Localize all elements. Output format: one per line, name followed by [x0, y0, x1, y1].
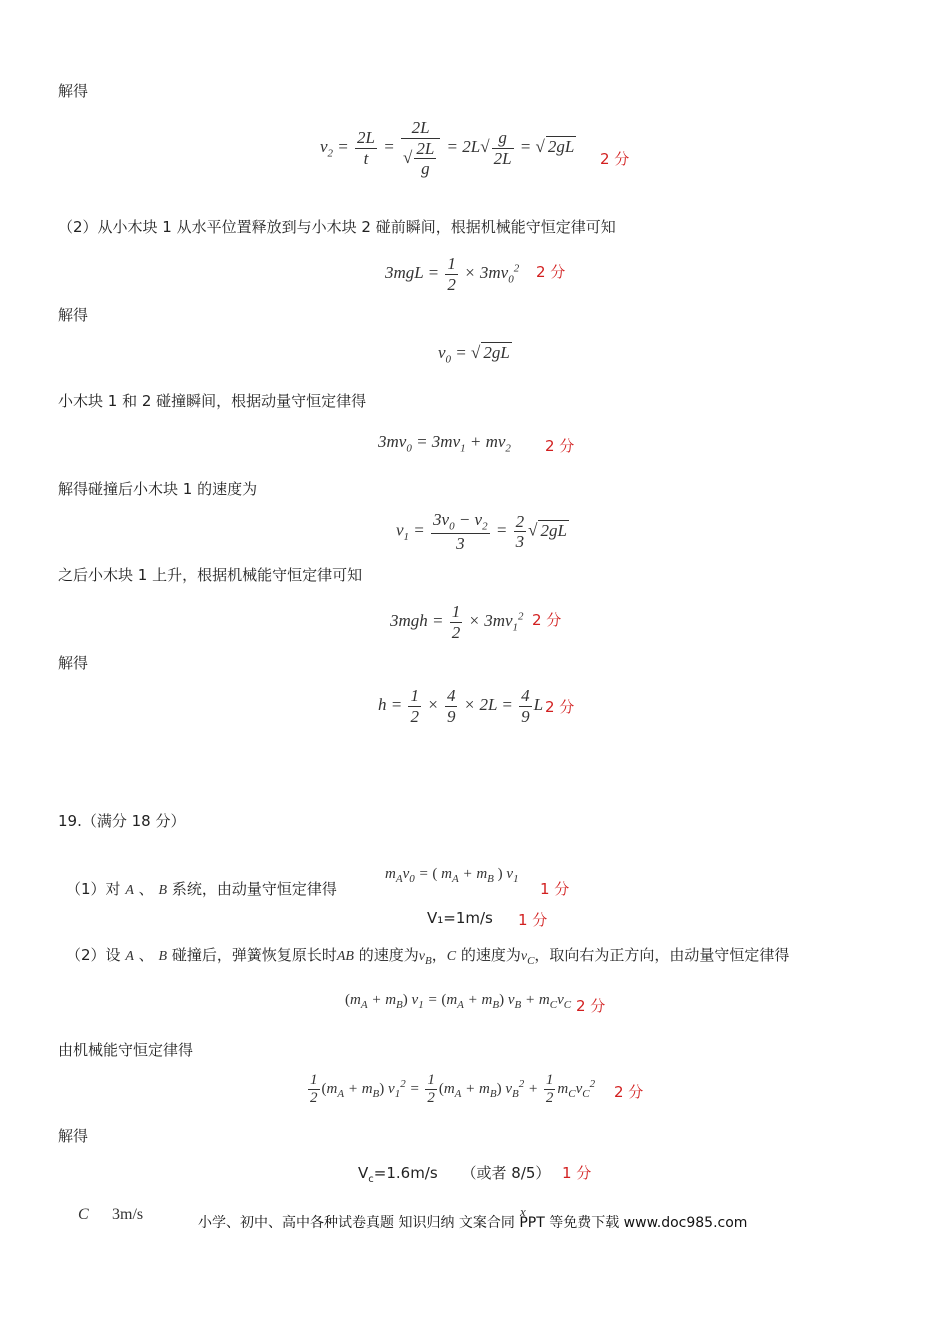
equation-h: h = $\frac{1}{2}$ × $\frac{4}{9}$ × 2L = $\frac{4}{9}$ L	[378, 686, 544, 726]
question-heading: 19.（满分 18 分）	[58, 812, 186, 830]
symbol-vB: $v_B$	[418, 949, 432, 967]
text-after: 之后小木块 1 上升，根据机械能守恒定律可知	[58, 566, 363, 584]
speed-bottom: 3m/s	[112, 1206, 144, 1223]
part2-text-2: 碰撞后，弹簧恢复原长时	[171, 946, 337, 964]
equation-momentum-2: $m_Av_0$ = ( $m_A + m_B$ ) $v_1$	[385, 866, 519, 885]
symbol-vC: $v_C$	[520, 949, 535, 967]
equation-momentum-3: $(m_A + m_B) v_1 = (m_A + m_B) v_B + m_Cv_C$	[345, 992, 572, 1011]
text-jiede-v1: 解得碰撞后小木块 1 的速度为	[58, 480, 258, 498]
text-jiede-3: 解得	[58, 654, 89, 672]
symbol-AB: AB	[336, 949, 354, 964]
text-q2-intro: （2）从小木块 1 从水平位置释放到与小木块 2 碰前瞬间，根据机械能守恒定律可知	[58, 218, 616, 236]
equation-momentum-1: $3mv_0 = 3mv_1 + mv_2$	[378, 432, 511, 455]
symbol-B: B	[158, 883, 168, 898]
score-badge: 2 分	[614, 1083, 644, 1101]
symbol-A: A	[125, 883, 134, 898]
separator: 、	[138, 946, 154, 964]
equation-v1: $v_1$ = $\frac{3v_0 - v_2}{3}$ = $\frac{2}{3}$ √ 2gL	[396, 510, 567, 554]
equation-energy-1: 3mgL = $\frac{1}{2}$ × $3mv_0^2$	[385, 254, 520, 294]
score-badge: 1 分	[518, 911, 548, 929]
score-badge: 2 分	[600, 150, 630, 168]
text-part1	[66, 878, 337, 899]
symbol-C-bottom: C	[78, 1206, 89, 1223]
text-part2	[66, 944, 789, 967]
comma: ，	[431, 946, 447, 964]
score-badge: 2 分	[545, 698, 575, 716]
equation-v2: $v_2$ = $\frac{2L}{t}$ = 2L √ $\frac{2L}{g}$ = 2L√ $\frac{g}{2L}$ = √ 2gL	[320, 118, 575, 179]
result-vc: $V_c=1.6m/s$ （或者 8/5）	[358, 1164, 551, 1185]
symbol-x-bottom: x	[520, 1204, 526, 1219]
score-badge: 2 分	[576, 997, 606, 1015]
equation-energy-3: $\frac{1}{2}$ $(m_A + m_B) v_1^2$ = $\frac{1}{2}$ $(m_A + m_B) v_B^2$ + $\frac{1}{2}$ $m_Cv_C^2$	[310, 1072, 596, 1107]
part2-text-5: ，取向右为正方向，由动量守恒定律得	[534, 946, 790, 964]
score-badge: 1 分	[562, 1164, 592, 1182]
text-collide: 小木块 1 和 2 碰撞瞬间，根据动量守恒定律得	[58, 392, 367, 410]
equation-energy-2: 3mgh = $\frac{1}{2}$ × $3mv_1^2$	[390, 602, 524, 642]
part1-suffix: 系统，由动量守恒定律得	[171, 880, 337, 898]
result-v1: V₁=1m/s	[427, 909, 493, 927]
score-badge: 1 分	[540, 880, 570, 898]
text-mech: 由机械能守恒定律得	[58, 1041, 194, 1059]
text-jiede-2: 解得	[58, 306, 89, 324]
result-vc-alt: （或者 8/5）	[461, 1164, 551, 1182]
part1-prefix: （1）对	[66, 880, 121, 898]
text-jiede-1: 解得	[58, 82, 89, 100]
text-jiede-4: 解得	[58, 1127, 89, 1145]
symbol-A: A	[125, 949, 134, 964]
part2-text-1: （2）设	[66, 946, 121, 964]
symbol-B: B	[158, 949, 168, 964]
separator: 、	[138, 880, 154, 898]
score-badge: 2 分	[536, 263, 566, 281]
part2-text-4: 的速度为	[460, 946, 521, 964]
symbol-C: C	[446, 949, 457, 964]
score-badge: 2 分	[532, 611, 562, 629]
footer-text: 小学、初中、高中各种试卷真题 知识归纳 文案合同 PPT 等免费下载 www.doc985.com	[198, 1215, 748, 1231]
part2-text-3: 的速度为	[358, 946, 419, 964]
score-badge: 2 分	[545, 437, 575, 455]
equation-v0: $v_0$ = √ 2gL	[438, 343, 510, 366]
